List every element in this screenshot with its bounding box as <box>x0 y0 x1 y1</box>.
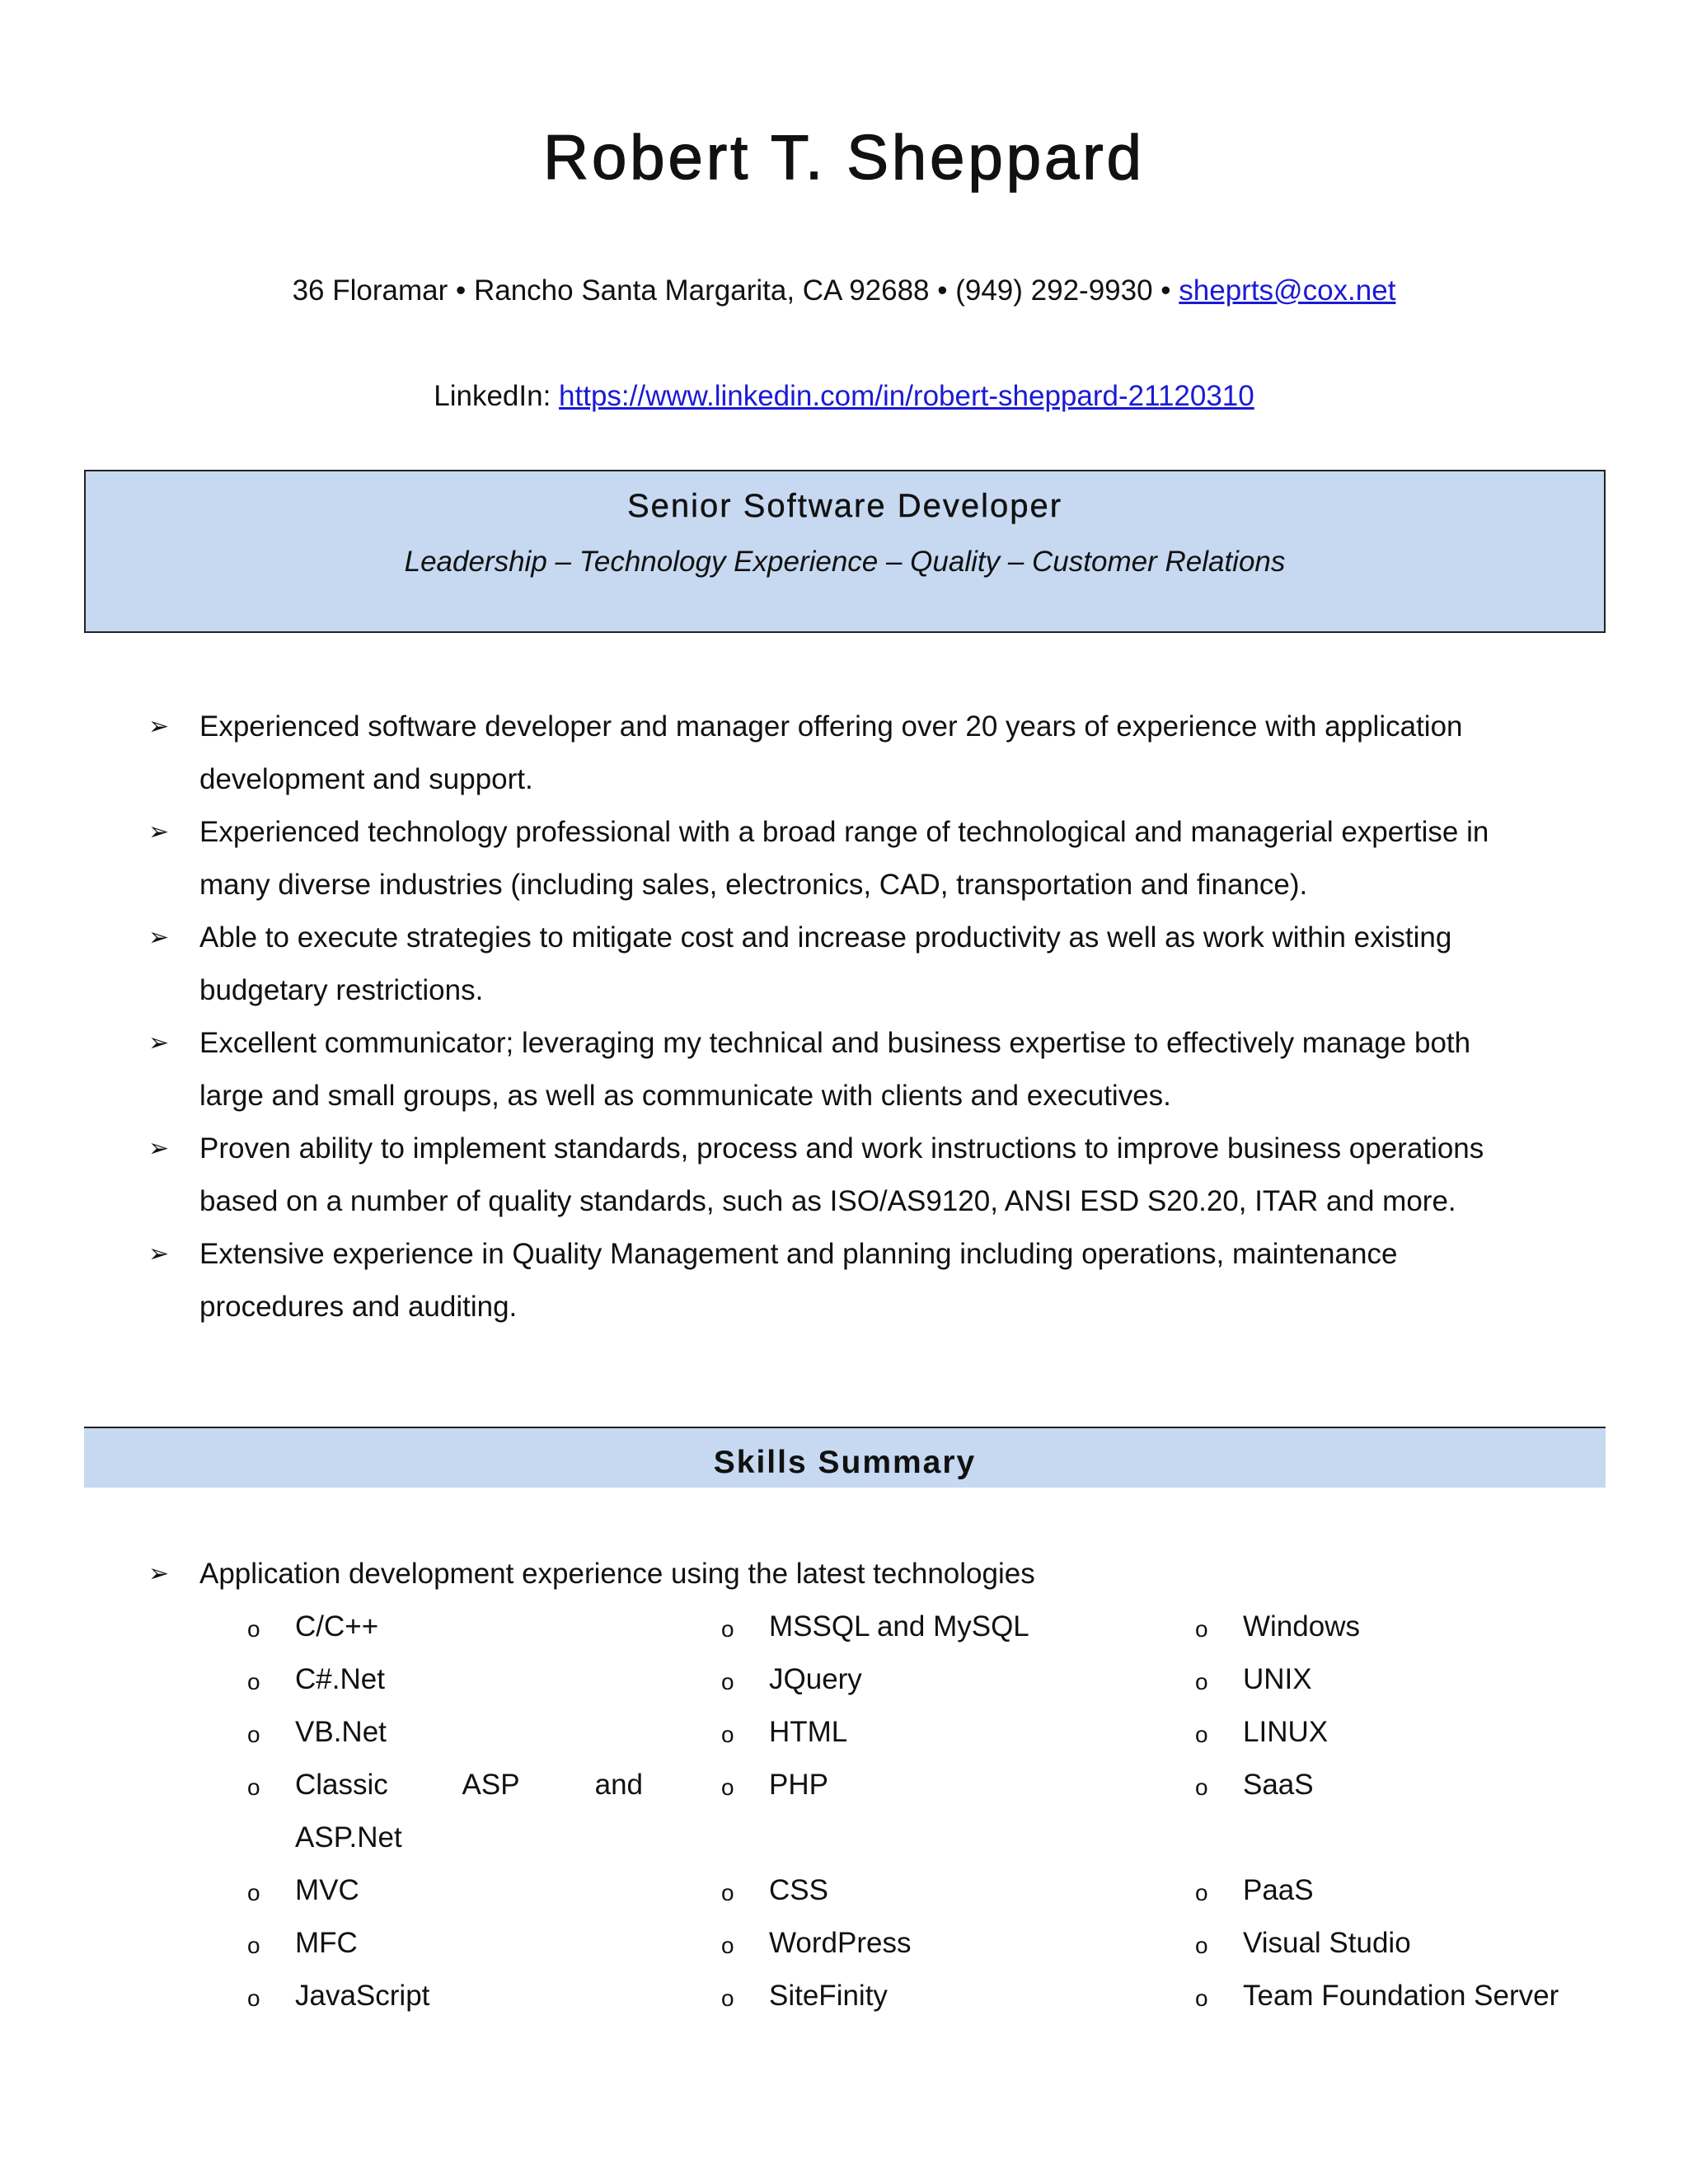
spacer <box>721 1811 1133 1864</box>
arrow-bullet-icon: ➢ <box>148 1029 170 1057</box>
summary-item: ➢ Proven ability to implement standards, process and work instructions to improve business operations based on a number of quality standards, such as ISO/AS9120, ANSI ESD S20.20, ITAR and more. <box>148 1122 1582 1228</box>
circle-bullet-icon: o <box>721 1722 734 1747</box>
circle-bullet-icon: o <box>721 1774 734 1800</box>
circle-bullet-icon: o <box>247 1669 260 1694</box>
skill-item: o WordPress <box>721 1917 1133 1970</box>
skill-item: o LINUX <box>1195 1706 1657 1759</box>
circle-bullet-icon: o <box>1195 1774 1208 1800</box>
skill-item: o JQuery <box>721 1653 1133 1706</box>
summary-item: ➢ Able to execute strategies to mitigate cost and increase productivity as well as work within existing budgetary restrictions. <box>148 912 1582 1017</box>
arrow-bullet-icon: ➢ <box>148 924 170 951</box>
skill-item: o SaaS <box>1195 1759 1657 1811</box>
summary-list <box>148 701 1582 1333</box>
circle-bullet-icon: o <box>247 1933 260 1958</box>
headline-box <box>84 470 1606 633</box>
skill-item: o UNIX <box>1195 1653 1657 1706</box>
circle-bullet-icon: o <box>1195 1669 1208 1694</box>
spacer <box>1195 1811 1657 1864</box>
circle-bullet-icon: o <box>721 1985 734 2011</box>
circle-bullet-icon: o <box>247 1616 260 1642</box>
summary-item: ➢ Excellent communicator; leveraging my technical and business expertise to effectively manage both large and small groups, as well as communicate with clients and executives. <box>148 1017 1582 1122</box>
circle-bullet-icon: o <box>1195 1985 1208 2011</box>
skill-item: o C/C++ <box>247 1601 643 1653</box>
skill-item: o PHP <box>721 1759 1133 1811</box>
skill-item: o C#.Net <box>247 1653 643 1706</box>
skill-item: o MSSQL and MySQL <box>721 1601 1133 1653</box>
candidate-name: Robert T. Sheppard <box>543 123 1145 193</box>
circle-bullet-icon: o <box>1195 1933 1208 1958</box>
summary-item: ➢ Experienced technology professional with a broad range of technological and managerial expertise in many diverse industries (including sales, electronics, CAD, transportation and finance). <box>148 806 1582 912</box>
circle-bullet-icon: o <box>721 1669 734 1694</box>
skill-item: o HTML <box>721 1706 1133 1759</box>
email-link[interactable]: sheprts@cox.net <box>1179 274 1396 307</box>
address-phone: 36 Floramar • Rancho Santa Margarita, CA 92688 • (949) 292-9930 • <box>292 274 1179 307</box>
circle-bullet-icon: o <box>1195 1880 1208 1905</box>
tagline: Leadership – Technology Experience – Quality – Customer Relations <box>404 546 1286 578</box>
skills-column-3 <box>1195 1601 1657 2022</box>
circle-bullet-icon: o <box>721 1616 734 1642</box>
arrow-bullet-icon: ➢ <box>148 1560 170 1587</box>
circle-bullet-icon: o <box>721 1880 734 1905</box>
arrow-bullet-icon: ➢ <box>148 1240 170 1268</box>
summary-item: ➢ Experienced software developer and manager offering over 20 years of experience with application development and support. <box>148 701 1582 806</box>
skill-item: o Visual Studio <box>1195 1917 1657 1970</box>
skill-item: o JavaScript <box>247 1970 643 2022</box>
arrow-bullet-icon: ➢ <box>148 818 170 846</box>
skills-heading: Skills Summary <box>713 1445 977 1480</box>
skills-section-header <box>84 1427 1606 1488</box>
skill-item: o Classic ASP and ASP.Net <box>247 1759 643 1864</box>
skills-column-1 <box>247 1601 643 2022</box>
arrow-bullet-icon: ➢ <box>148 1135 170 1162</box>
circle-bullet-icon: o <box>721 1933 734 1958</box>
linkedin-link[interactable]: https://www.linkedin.com/in/robert-sheppard-21120310 <box>559 380 1254 412</box>
skill-item: o Team Foundation Server <box>1195 1970 1657 2022</box>
circle-bullet-icon: o <box>247 1722 260 1747</box>
skill-item: o MFC <box>247 1917 643 1970</box>
skill-item: o SiteFinity <box>721 1970 1133 2022</box>
skill-item: o Windows <box>1195 1601 1657 1653</box>
circle-bullet-icon: o <box>247 1985 260 2011</box>
job-title: Senior Software Developer <box>626 488 1063 524</box>
contact-line <box>0 272 1688 310</box>
skill-item: o PaaS <box>1195 1864 1657 1917</box>
linkedin-line <box>0 377 1688 415</box>
linkedin-label: LinkedIn: <box>434 380 560 412</box>
skills-column-2 <box>721 1601 1133 2022</box>
skill-item: o MVC <box>247 1864 643 1917</box>
arrow-bullet-icon: ➢ <box>148 713 170 740</box>
skill-item: o CSS <box>721 1864 1133 1917</box>
skill-item: o VB.Net <box>247 1706 643 1759</box>
circle-bullet-icon: o <box>247 1774 260 1800</box>
circle-bullet-icon: o <box>1195 1616 1208 1642</box>
summary-item: ➢ Extensive experience in Quality Management and planning including operations, maintenance procedures and auditing. <box>148 1228 1582 1333</box>
skills-intro: ➢ Application development experience using the latest technologies <box>148 1548 1601 1601</box>
circle-bullet-icon: o <box>247 1880 260 1905</box>
circle-bullet-icon: o <box>1195 1722 1208 1747</box>
